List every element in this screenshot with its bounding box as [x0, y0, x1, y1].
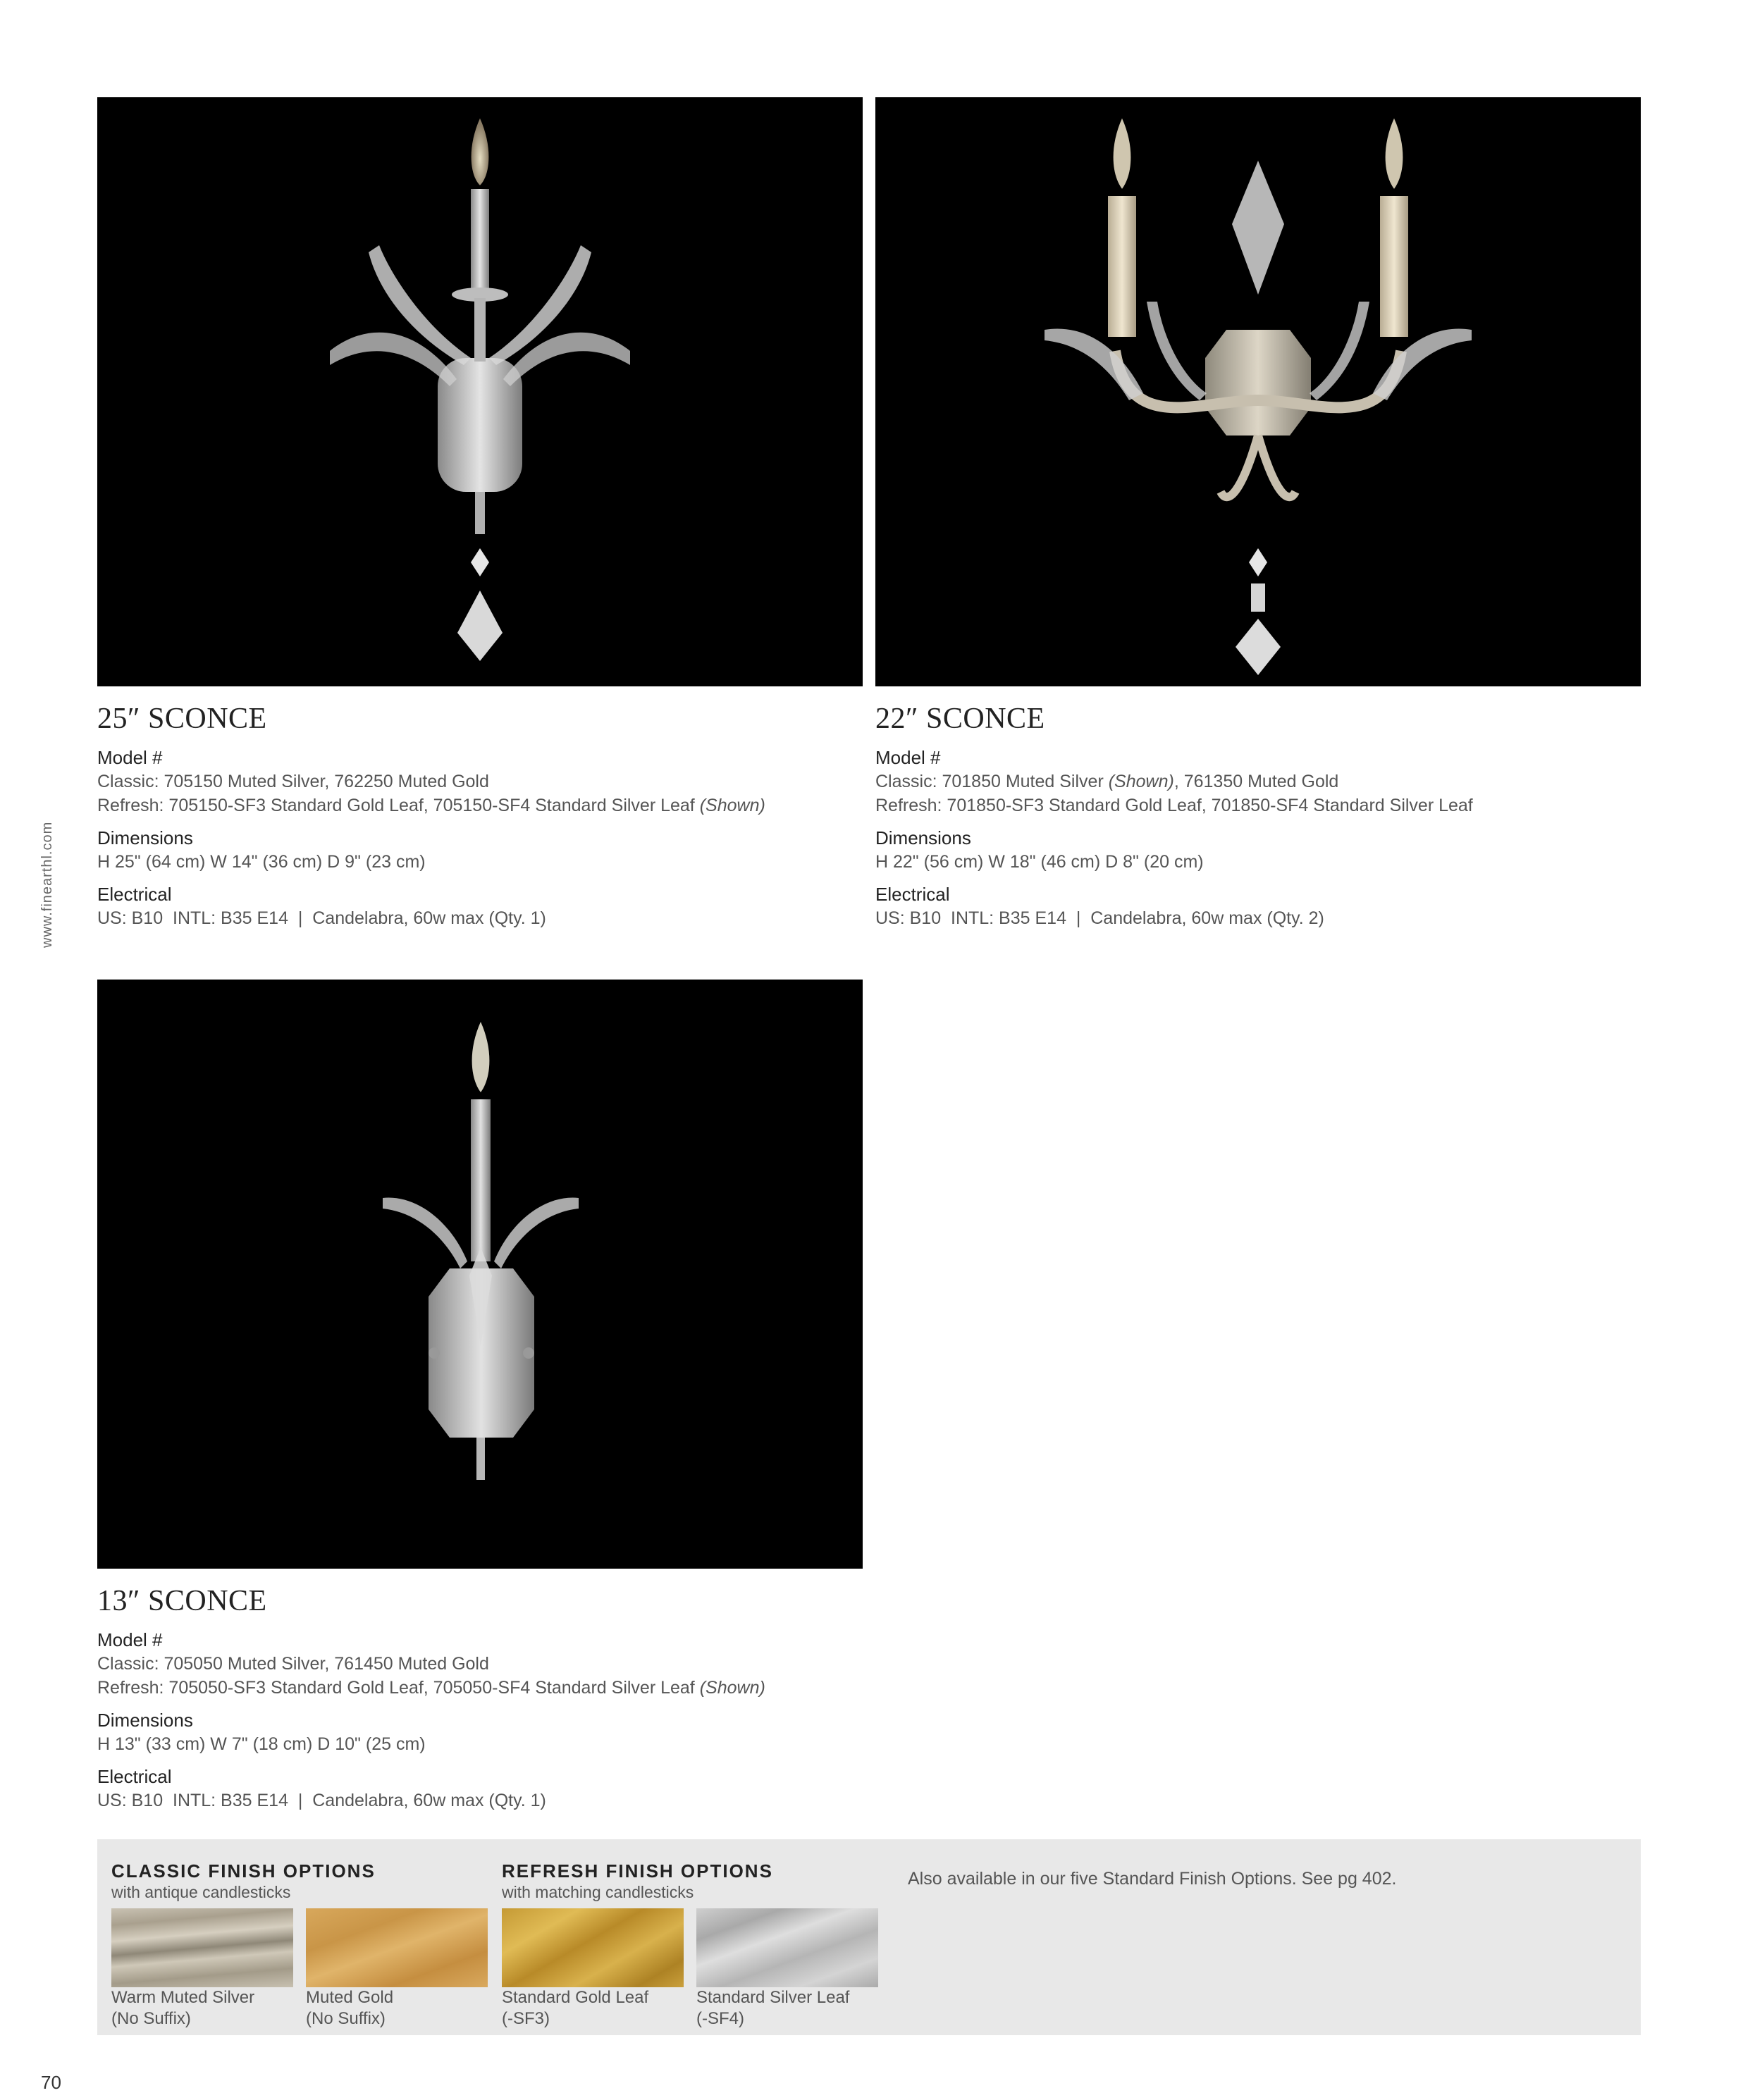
electrical-label: Electrical: [97, 884, 172, 905]
swatch-suffix: (-SF4): [696, 2009, 744, 2028]
dimensions-value: H 25" (64 cm) W 14" (36 cm) D 9" (23 cm): [97, 852, 426, 872]
sconce-22-photo: [875, 97, 1641, 686]
product-13-sconce: [97, 1584, 863, 1812]
swatch-muted-gold: [306, 1908, 488, 1987]
dimensions-value: H 13" (33 cm) W 7" (18 cm) D 10" (25 cm): [97, 1734, 426, 1754]
swatch-standard-gold-leaf: [502, 1908, 684, 1987]
classic-finish-title: CLASSIC FINISH OPTIONS: [111, 1860, 376, 1882]
swatch-name: Standard Silver Leaf: [696, 1988, 850, 2007]
refresh-finish-subtitle: with matching candlesticks: [502, 1883, 694, 1901]
swatch-suffix: (No Suffix): [306, 2009, 386, 2028]
classic-finish-subtitle: with antique candlesticks: [111, 1883, 291, 1901]
model-refresh: [97, 1676, 863, 1700]
sconce-13-illustration: [97, 980, 863, 1569]
shown-note: (Shown): [699, 1678, 765, 1698]
finish-availability-note: Also available in our five Standard Finish Options. See pg 402.: [908, 1869, 1397, 1889]
model-refresh: Refresh: 701850-SF3 Standard Gold Leaf, 701850-SF4 Standard Silver Leaf: [875, 796, 1473, 815]
sconce-25-photo: [97, 97, 863, 686]
sconce-13-photo: [97, 980, 863, 1569]
product-25-sconce: [97, 702, 863, 930]
swatch-label-muted-gold: [306, 1987, 393, 2030]
dimensions-label: Dimensions: [97, 827, 193, 848]
model-label: Model #: [97, 747, 163, 768]
product-title: 25″ SCONCE: [97, 703, 267, 735]
electrical-label: Electrical: [875, 884, 950, 905]
refresh-finish-title: REFRESH FINISH OPTIONS: [502, 1860, 773, 1882]
swatch-warm-muted-silver: [111, 1908, 293, 1987]
swatch-label-warm-muted-silver: [111, 1987, 254, 2030]
product-title: 22″ SCONCE: [875, 703, 1045, 735]
page-number: 70: [41, 2072, 61, 2093]
swatch-label-standard-silver-leaf: [696, 1987, 849, 2030]
swatch-name: Warm Muted Silver: [111, 1988, 255, 2007]
model-label: Model #: [97, 1629, 163, 1650]
model-classic-text-2: , 761350 Muted Gold: [1173, 772, 1339, 791]
dimensions-value: H 22" (56 cm) W 18" (46 cm) D 8" (20 cm): [875, 852, 1204, 872]
sconce-22-illustration: [875, 97, 1641, 686]
swatch-suffix: (-SF3): [502, 2009, 550, 2028]
swatch-label-standard-gold-leaf: [502, 1987, 648, 2030]
model-label: Model #: [875, 747, 941, 768]
swatch-suffix: (No Suffix): [111, 2009, 191, 2028]
shown-note: (Shown): [1108, 772, 1174, 791]
swatch-standard-silver-leaf: [696, 1908, 878, 1987]
model-classic-text: Classic: 701850 Muted Silver: [875, 772, 1104, 791]
side-url: www.finearthl.com: [39, 821, 55, 948]
product-title: 13″ SCONCE: [97, 1585, 267, 1617]
model-refresh: [97, 793, 863, 817]
electrical-value: US: B10 INTL: B35 E14 | Candelabra, 60w max (Qty. 1): [97, 1791, 546, 1810]
swatch-name: Muted Gold: [306, 1988, 394, 2007]
electrical-value: US: B10 INTL: B35 E14 | Candelabra, 60w max (Qty. 1): [97, 908, 546, 928]
model-refresh-text: Refresh: 705050-SF3 Standard Gold Leaf, 705050-SF4 Standard Silver Leaf: [97, 1678, 695, 1698]
shown-note: (Shown): [699, 796, 765, 815]
swatch-name: Standard Gold Leaf: [502, 1988, 649, 2007]
dimensions-label: Dimensions: [97, 1710, 193, 1731]
finish-options-panel: [97, 1839, 1641, 2035]
dimensions-label: Dimensions: [875, 827, 971, 848]
product-22-sconce: [875, 702, 1641, 930]
model-classic: Classic: 705150 Muted Silver, 762250 Muted Gold: [97, 772, 489, 791]
model-classic: Classic: 705050 Muted Silver, 761450 Muted Gold: [97, 1654, 489, 1674]
sconce-25-illustration: [97, 97, 863, 686]
model-refresh-text: Refresh: 705150-SF3 Standard Gold Leaf, 705150-SF4 Standard Silver Leaf: [97, 796, 695, 815]
electrical-label: Electrical: [97, 1766, 172, 1787]
model-classic: [875, 770, 1641, 793]
electrical-value: US: B10 INTL: B35 E14 | Candelabra, 60w max (Qty. 2): [875, 908, 1324, 928]
